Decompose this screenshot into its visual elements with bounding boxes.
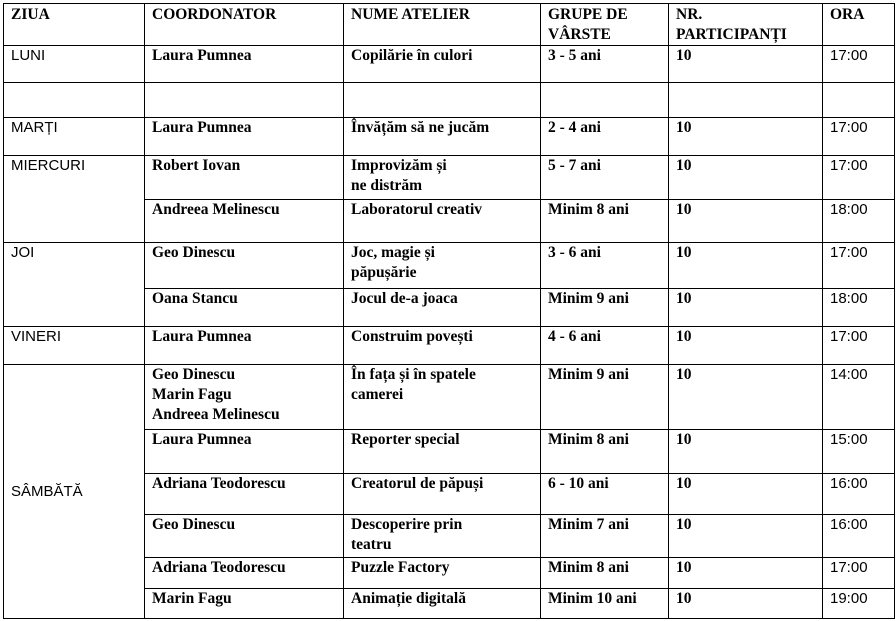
participanti-cell: 10 [669, 558, 823, 589]
atelier-line: teatru [351, 536, 392, 553]
coordonator-cell: Andreea Melinescu [145, 200, 344, 243]
varste-cell: Minim 9 ani [541, 289, 669, 327]
atelier-cell: Puzzle Factory [344, 558, 541, 589]
day-cell-miercuri: MIERCURI [4, 156, 145, 243]
atelier-line: În fața și în spatele [351, 366, 476, 383]
coordonator-cell [145, 365, 344, 430]
table-row [4, 118, 895, 156]
varste-cell: 3 - 6 ani [541, 243, 669, 289]
varste-cell: 5 - 7 ani [541, 156, 669, 200]
coordonator-cell: Adriana Teodorescu [145, 474, 344, 515]
atelier-cell: Învățăm să ne jucăm [344, 118, 541, 156]
header-grupe-varste [541, 4, 669, 46]
participanti-cell: 10 [669, 200, 823, 243]
coordonator-cell: Laura Pumnea [145, 327, 344, 365]
ora-cell: 17:00 [823, 156, 895, 200]
participanti-cell: 10 [669, 327, 823, 365]
atelier-cell: Copilărie în culori [344, 46, 541, 83]
varste-cell: 2 - 4 ani [541, 118, 669, 156]
day-cell-marti: MARȚI [4, 118, 145, 156]
varste-cell: Minim 10 ani [541, 589, 669, 619]
atelier-cell [344, 365, 541, 430]
ora-cell: 16:00 [823, 474, 895, 515]
participanti-cell: 10 [669, 46, 823, 83]
coordonator-cell: Robert Iovan [145, 156, 344, 200]
participanti-cell: 10 [669, 289, 823, 327]
day-cell-sambata: SÂMBĂTĂ [4, 365, 145, 619]
table-row [4, 46, 895, 83]
header-participanti-line-2: PARTICIPANȚI [676, 26, 787, 43]
header-row [4, 4, 895, 46]
varste-cell: Minim 9 ani [541, 365, 669, 430]
participanti-cell: 10 [669, 430, 823, 474]
atelier-cell: Jocul de-a joaca [344, 289, 541, 327]
day-cell-luni: LUNI [4, 46, 145, 83]
table-row [4, 365, 895, 430]
participanti-cell: 10 [669, 365, 823, 430]
varste-cell: 3 - 5 ani [541, 46, 669, 83]
coordonator-line: Geo Dinescu [152, 366, 236, 383]
varste-cell: 4 - 6 ani [541, 327, 669, 365]
atelier-cell: Construim povești [344, 327, 541, 365]
empty-cell [344, 83, 541, 118]
header-ziua: ZIUA [4, 4, 145, 46]
empty-cell [669, 83, 823, 118]
empty-cell [145, 83, 344, 118]
ora-cell: 17:00 [823, 243, 895, 289]
table-row [4, 243, 895, 289]
coordonator-line: Marin Fagu [152, 386, 232, 403]
coordonator-cell: Adriana Teodorescu [145, 558, 344, 589]
atelier-cell [344, 156, 541, 200]
participanti-cell: 10 [669, 589, 823, 619]
ora-cell: 17:00 [823, 118, 895, 156]
participanti-cell: 10 [669, 243, 823, 289]
header-grupe-line-1: GRUPE DE [548, 6, 628, 23]
atelier-cell [344, 243, 541, 289]
coordonator-cell: Oana Stancu [145, 289, 344, 327]
empty-cell [541, 83, 669, 118]
ora-cell: 17:00 [823, 558, 895, 589]
coordonator-cell: Marin Fagu [145, 589, 344, 619]
coordonator-line: Andreea Melinescu [152, 406, 280, 423]
ora-cell: 17:00 [823, 327, 895, 365]
ora-cell: 19:00 [823, 589, 895, 619]
empty-cell [823, 83, 895, 118]
atelier-line: camerei [351, 386, 404, 403]
participanti-cell: 10 [669, 474, 823, 515]
day-cell-joi: JOI [4, 243, 145, 327]
atelier-line: Joc, magie și [351, 244, 435, 261]
varste-cell: Minim 8 ani [541, 200, 669, 243]
coordonator-cell: Geo Dinescu [145, 515, 344, 558]
coordonator-cell: Laura Pumnea [145, 430, 344, 474]
header-participanti [669, 4, 823, 46]
ora-cell: 15:00 [823, 430, 895, 474]
header-participanti-line-1: NR. [676, 6, 703, 23]
coordonator-cell: Geo Dinescu [145, 243, 344, 289]
ora-cell: 17:00 [823, 46, 895, 83]
coordonator-cell: Laura Pumnea [145, 46, 344, 83]
participanti-cell: 10 [669, 156, 823, 200]
varste-cell: Minim 8 ani [541, 558, 669, 589]
atelier-cell [344, 515, 541, 558]
coordonator-cell: Laura Pumnea [145, 118, 344, 156]
table-row [4, 156, 895, 200]
atelier-line: păpușărie [351, 264, 417, 281]
varste-cell: Minim 7 ani [541, 515, 669, 558]
atelier-line: Descoperire prin [351, 516, 463, 533]
atelier-cell: Laboratorul creativ [344, 200, 541, 243]
empty-row [4, 83, 895, 118]
participanti-cell: 10 [669, 515, 823, 558]
header-nume-atelier: NUME ATELIER [344, 4, 541, 46]
atelier-cell: Creatorul de păpuși [344, 474, 541, 515]
varste-cell: Minim 8 ani [541, 430, 669, 474]
atelier-cell: Animație digitală [344, 589, 541, 619]
atelier-cell: Reporter special [344, 430, 541, 474]
table-row [4, 327, 895, 365]
atelier-line: Improvizăm și [351, 157, 447, 174]
ora-cell: 16:00 [823, 515, 895, 558]
ora-cell: 14:00 [823, 365, 895, 430]
schedule-table [3, 3, 895, 619]
participanti-cell: 10 [669, 118, 823, 156]
ora-cell: 18:00 [823, 200, 895, 243]
header-coordonator: COORDONATOR [145, 4, 344, 46]
empty-cell [4, 83, 145, 118]
header-ora: ORA [823, 4, 895, 46]
ora-cell: 18:00 [823, 289, 895, 327]
day-cell-vineri: VINERI [4, 327, 145, 365]
varste-cell: 6 - 10 ani [541, 474, 669, 515]
header-grupe-line-2: VÂRSTE [548, 26, 611, 43]
atelier-line: ne distrăm [351, 177, 423, 194]
